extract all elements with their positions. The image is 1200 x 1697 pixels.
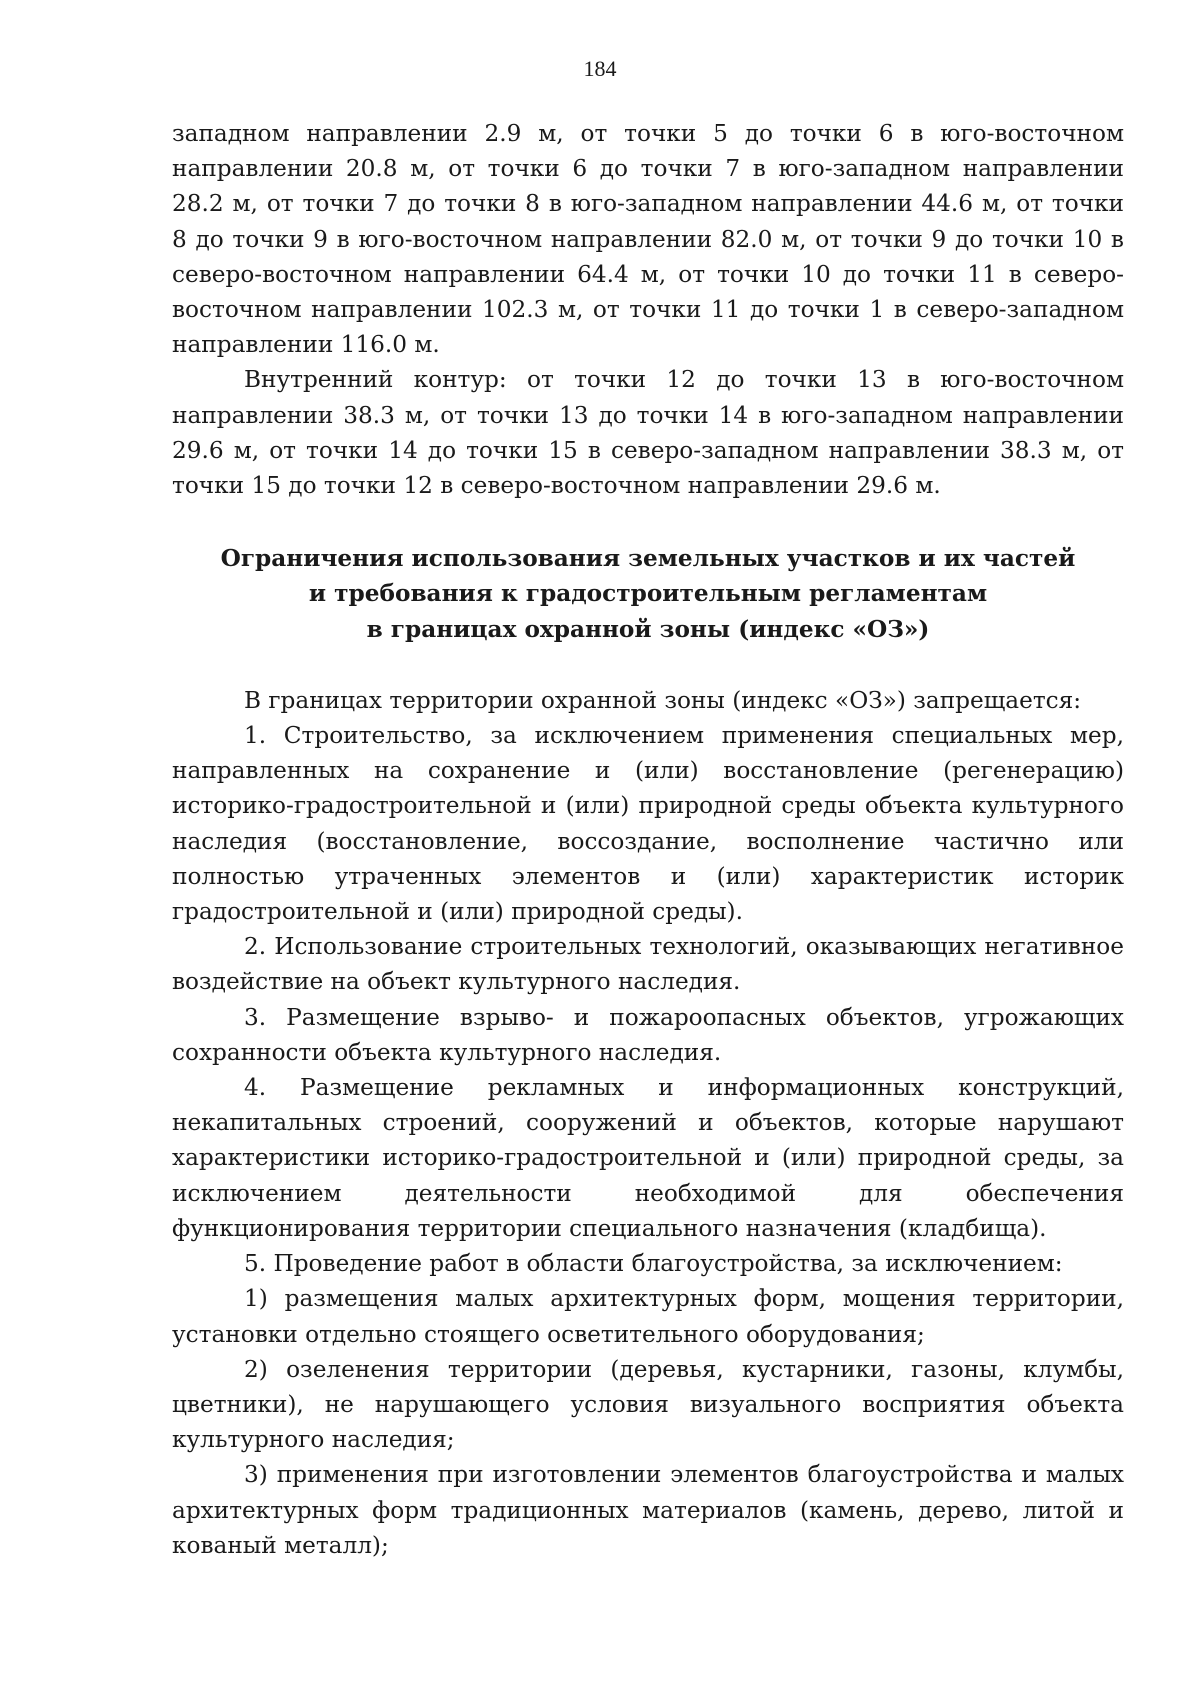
paragraph-continuation: западном направлении 2.9 м, от точки 5 до точки 6 в юго-восточном направлении 20.8 м, от точки 6 до точки 7 в юго-западном направлении 28.2 м, от точки 7 до точки 8 в юго-западном направлении 44.6 м, от точки 8 до точки 9 в юго-восточном направлении 82.0 м, от точки 9 до точки 10 в северо-восточном направлении 64.4 м, от точки 10 до точки 11 в северо-восточном направлении 102.3 м, от точки 11 до точки 1 в северо-западном направлении 116.0 м. <box>172 120 1124 359</box>
list-item-3: 3. Размещение взрыво- и пожароопасных объектов, угрожающих сохранности объекта культурного наследия. <box>172 1003 1124 1066</box>
sub-item-1: 1) размещения малых архитектурных форм, мощения территории, установки отдельно стоящего осветительного оборудования; <box>172 1285 1124 1348</box>
sub-item-2: 2) озеленения территории (деревья, кустарники, газоны, клумбы, цветники), не нарушающего условия визуального восприятия объекта культурного наследия; <box>172 1355 1124 1454</box>
document-body <box>172 116 1124 1563</box>
heading-line-2: и требования к градостроительным регламентам <box>308 580 988 608</box>
list-item-5: 5. Проведение работ в области благоустройства, за исключением: <box>244 1250 1063 1278</box>
paragraph-intro: В границах территории охранной зоны (индекс «ОЗ») запрещается: <box>244 686 1082 714</box>
paragraph-inner-contour: Внутренний контур: от точки 12 до точки 13 в юго-восточном направлении 38.3 м, от точки 13 до точки 14 в юго-западном направлении 29.6 м, от точки 14 до точки 15 в северо-западном направлении 38.3 м, от точки 15 до точки 12 в северо-восточном направлении 29.6 м. <box>172 366 1124 500</box>
section-heading <box>172 541 1124 647</box>
heading-line-1: Ограничения использования земельных участков и их частей <box>220 545 1076 573</box>
list-item-4: 4. Размещение рекламных и информационных конструкций, некапитальных строений, сооружений и объектов, которые нарушают характеристики историко-градостроительной и (или) природной среды, за исключением деятельности необходимой для обеспечения функционирования территории специального назначения (кладбища). <box>172 1074 1124 1242</box>
list-item-2: 2. Использование строительных технологий, оказывающих негативное воздействие на объект культурного наследия. <box>172 933 1124 996</box>
heading-line-3: в границах охранной зоны (индекс «ОЗ») <box>366 615 930 643</box>
page-number: 184 <box>583 56 617 81</box>
sub-item-3: 3) применения при изготовлении элементов благоустройства и малых архитектурных форм традиционных материалов (камень, дерево, литой и кованый металл); <box>172 1461 1124 1559</box>
list-item-1: 1. Строительство, за исключением применения специальных мер, направленных на сохранение и (или) восстановление (регенерацию) историко-градостроительной и (или) природной среды объекта культурного наследия (восстановление, воссоздание, восполнение частично или полностью утраченных элементов и (или) характеристик историк градостроительной и (или) природной среды). <box>172 722 1124 926</box>
